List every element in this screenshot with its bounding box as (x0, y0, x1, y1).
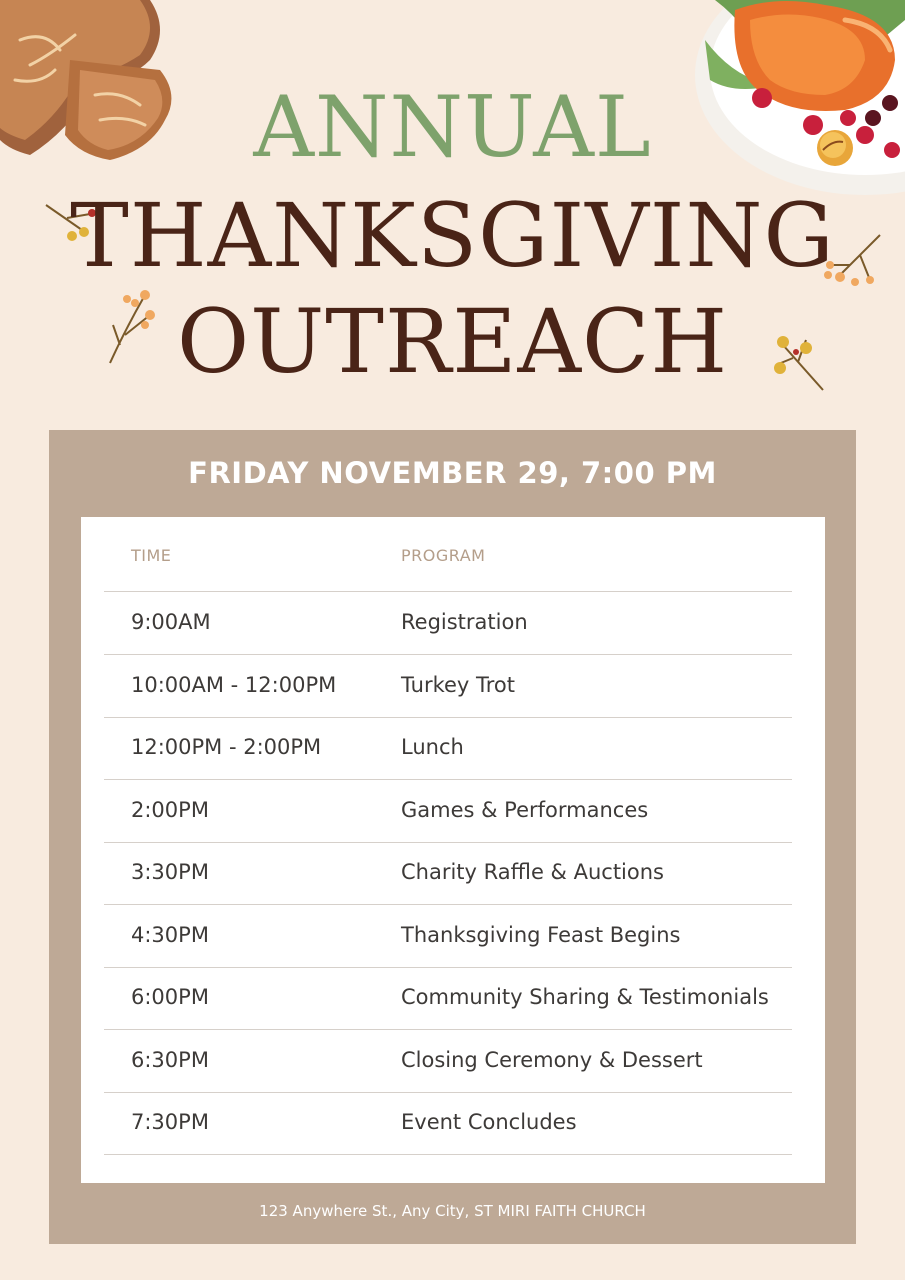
title-line-annual: ANNUAL (253, 78, 652, 176)
program-cell: Event Concludes (401, 1110, 577, 1134)
program-cell: Lunch (401, 735, 464, 759)
table-row (104, 592, 792, 655)
schedule-panel (49, 430, 856, 1244)
time-cell: 4:30PM (131, 923, 209, 947)
time-cell: 3:30PM (131, 860, 209, 884)
time-column-header: TIME (131, 546, 172, 565)
table-row (104, 967, 792, 1030)
table-header (104, 517, 792, 592)
table-row (104, 905, 792, 968)
program-cell: Community Sharing & Testimonials (401, 985, 769, 1009)
event-date: FRIDAY NOVEMBER 29, 7:00 PM (188, 456, 717, 490)
time-cell: 6:30PM (131, 1048, 209, 1072)
table-row (104, 842, 792, 905)
table-row (104, 655, 792, 718)
table-row (104, 1092, 792, 1155)
title-line-outreach: OUTREACH (176, 290, 729, 393)
time-cell: 12:00PM - 2:00PM (131, 735, 322, 759)
table-row (104, 717, 792, 780)
time-cell: 10:00AM - 12:00PM (131, 673, 337, 697)
venue-address: 123 Anywhere St., Any City, ST MIRI FAITH CHURCH (259, 1202, 646, 1220)
program-cell: Closing Ceremony & Dessert (401, 1048, 703, 1072)
time-cell: 6:00PM (131, 985, 209, 1009)
time-cell: 9:00AM (131, 610, 211, 634)
schedule-table (81, 517, 825, 1183)
program-column-header: PROGRAM (401, 546, 486, 565)
program-cell: Games & Performances (401, 798, 649, 822)
title-line-thanksgiving: THANKSGIVING (70, 184, 835, 287)
time-cell: 2:00PM (131, 798, 209, 822)
table-row (104, 780, 792, 843)
program-cell: Turkey Trot (401, 673, 516, 697)
program-cell: Registration (401, 610, 528, 634)
table-row (104, 1030, 792, 1093)
program-cell: Charity Raffle & Auctions (401, 860, 664, 884)
time-cell: 7:30PM (131, 1110, 209, 1134)
program-cell: Thanksgiving Feast Begins (401, 923, 681, 947)
